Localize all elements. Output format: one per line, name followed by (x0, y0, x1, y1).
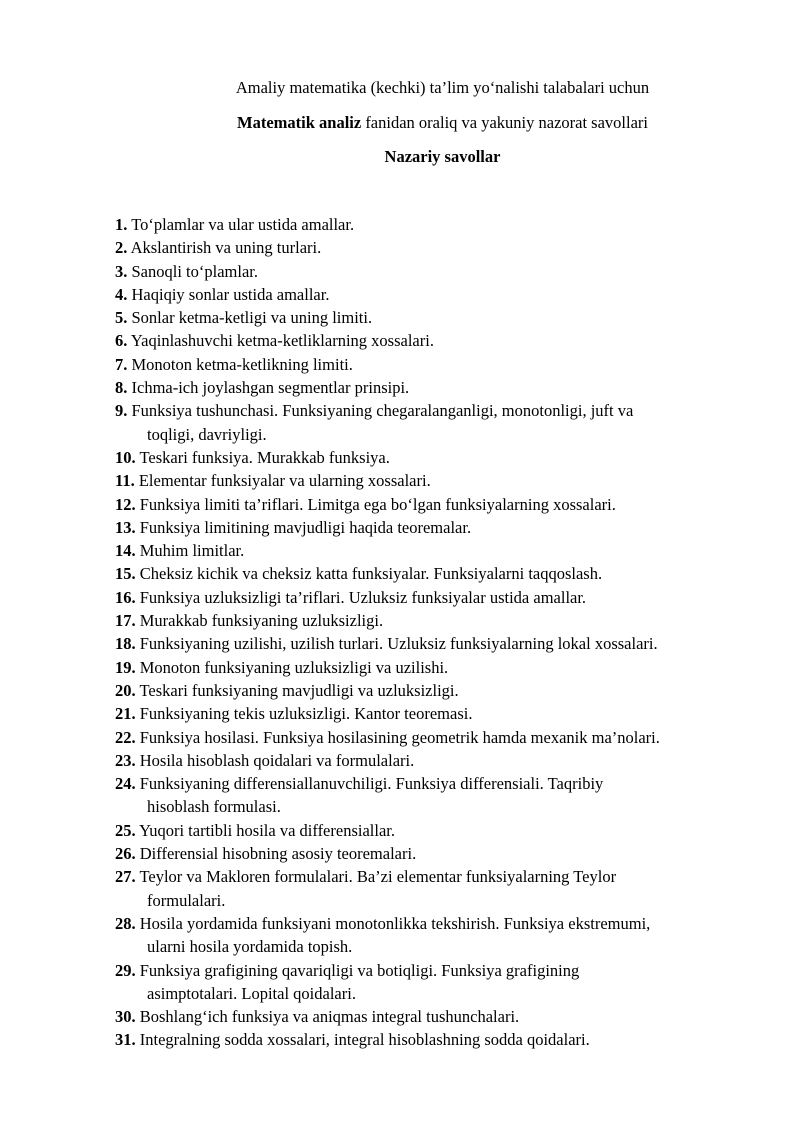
question-item (115, 772, 775, 819)
question-text: Akslantirish va uning turlari. (130, 238, 322, 258)
question-text: Funksiya hosilasi. Funksiya hosilasining geometrik hamda mexanik ma’nolari. (139, 727, 660, 747)
question-text: Teylor va Makloren formulalari. Ba’zi elementar funksiyalarning Teylor (139, 867, 617, 887)
question-item (115, 609, 775, 632)
question-item (115, 446, 775, 469)
question-number: 4. (115, 284, 128, 304)
question-line (115, 728, 660, 747)
question-line (115, 355, 353, 374)
question-line (115, 448, 390, 467)
question-line (115, 844, 416, 863)
question-number: 18. (115, 634, 136, 654)
question-line (115, 495, 616, 514)
question-text: Elementar funksiyalar va ularning xossalari. (138, 471, 431, 491)
question-text: Muhim limitlar. (139, 541, 245, 561)
question-text: Funksiya limitining mavjudligi haqida teoremalar. (139, 517, 472, 537)
question-text: Funksiya tushunchasi. Funksiyaning chegaralanganligi, monotonligi, juft va (131, 401, 634, 421)
question-item (115, 865, 775, 912)
question-number: 17. (115, 611, 136, 631)
question-number: 24. (115, 774, 136, 794)
question-item (115, 399, 775, 446)
question-item (115, 493, 775, 516)
subject-description: fanidan oraliq va yakuniy nazorat savollari (361, 113, 648, 132)
question-text: Funksiyaning uzilishi, uzilish turlari. Uzluksiz funksiyalarning lokal xossalari. (139, 634, 658, 654)
question-line (115, 471, 431, 490)
question-item (115, 702, 775, 725)
question-text: Sonlar ketma-ketligi va uning limiti. (131, 308, 373, 328)
question-item (115, 679, 775, 702)
question-number: 6. (115, 331, 128, 351)
question-number: 20. (115, 680, 136, 700)
question-item (115, 516, 775, 539)
question-number: 25. (115, 820, 136, 840)
question-line (115, 634, 658, 653)
question-item (115, 376, 775, 399)
question-text: Funksiya uzluksizligi ta’riflari. Uzluksiz funksiyalar ustida amallar. (139, 587, 587, 607)
question-text: Cheksiz kichik va cheksiz katta funksiyalar. Funksiyalarni taqqoslash. (139, 564, 603, 584)
question-text: Differensial hisobning asosiy teoremalari. (139, 844, 417, 864)
question-item (115, 283, 775, 306)
question-number: 23. (115, 750, 136, 770)
question-line (115, 867, 616, 886)
question-line (115, 1007, 519, 1026)
question-text: Integralning sodda xossalari, integral hisoblashning sodda qoidalari. (139, 1030, 590, 1050)
question-item (115, 306, 775, 329)
question-item (115, 912, 775, 959)
question-number: 1. (115, 215, 128, 234)
question-line (115, 914, 650, 933)
question-text: Haqiqiy sonlar ustida amallar. (131, 284, 330, 304)
question-number: 15. (115, 564, 136, 584)
question-item (115, 632, 775, 655)
question-item (115, 562, 775, 585)
question-text: Monoton ketma-ketlikning limiti. (131, 354, 353, 374)
question-item (115, 1005, 775, 1028)
question-line (115, 378, 409, 397)
question-text: Funksiya grafigining qavariqligi va botiqligi. Funksiya grafigining (139, 960, 580, 980)
question-line (115, 751, 414, 770)
question-number: 12. (115, 494, 136, 514)
question-number: 21. (115, 704, 136, 724)
question-number: 2. (115, 238, 128, 258)
question-line (115, 308, 372, 327)
question-item (115, 819, 775, 842)
question-item (115, 959, 775, 1006)
question-line (115, 1030, 590, 1049)
question-text: Yuqori tartibli hosila va differensiallar. (139, 820, 395, 840)
question-item (115, 213, 775, 236)
question-text: Hosila yordamida funksiyani monotonlikka tekshirish. Funksiya ekstremumi, (139, 913, 651, 933)
question-item (115, 329, 775, 352)
question-number: 16. (115, 587, 136, 607)
question-item (115, 260, 775, 283)
question-item (115, 656, 775, 679)
question-text-continuation: ularni hosila yordamida topish. (147, 937, 353, 957)
question-line (115, 961, 579, 980)
question-number: 29. (115, 960, 136, 980)
question-item (115, 539, 775, 562)
question-line (115, 704, 472, 723)
question-number: 14. (115, 541, 136, 561)
question-line (115, 238, 321, 257)
question-line (115, 541, 244, 560)
subject-name: Matematik analiz (237, 113, 362, 132)
section-title: Nazariy savollar (384, 147, 501, 166)
question-item (115, 353, 775, 376)
question-number: 5. (115, 308, 128, 328)
question-line (115, 285, 329, 304)
question-line (115, 774, 603, 793)
question-number: 9. (115, 401, 128, 421)
question-line (115, 611, 383, 630)
document-header-line: Amaliy matematika (kechki) ta’lim yo‘nalishi talabalari uchun (235, 78, 650, 97)
question-number: 13. (115, 517, 136, 537)
question-number: 22. (115, 727, 136, 747)
question-text: Funksiyaning differensiallanuvchiligi. Funksiya differensiali. Taqribiy (139, 774, 604, 794)
question-text: Boshlang‘ich funksiya va aniqmas integral tushunchalari. (139, 1007, 520, 1027)
question-number: 8. (115, 378, 128, 398)
question-text: Funksiyaning tekis uzluksizligi. Kantor teoremasi. (139, 704, 473, 724)
question-line (115, 215, 354, 234)
question-text: Yaqinlashuvchi ketma-ketliklarning xossalari. (130, 331, 434, 351)
question-line (115, 518, 471, 537)
question-number: 3. (115, 261, 128, 281)
question-text: Monoton funksiyaning uzluksizligi va uzilishi. (139, 657, 449, 677)
question-item (115, 586, 775, 609)
question-text-continuation: asimptotalari. Lopital qoidalari. (147, 983, 356, 1003)
question-number: 28. (115, 913, 136, 933)
question-line (115, 658, 448, 677)
question-text: Teskari funksiya. Murakkab funksiya. (139, 447, 390, 467)
question-number: 26. (115, 844, 136, 864)
questions-list (115, 213, 775, 1052)
question-text-continuation: hisoblash formulasi. (147, 797, 281, 817)
question-text-continuation: formulalari. (147, 890, 226, 910)
question-item (115, 842, 775, 865)
question-number: 10. (115, 447, 136, 467)
question-item (115, 469, 775, 492)
question-number: 30. (115, 1007, 136, 1027)
question-number: 31. (115, 1030, 136, 1050)
question-item (115, 1028, 775, 1051)
question-item (115, 236, 775, 259)
question-text-continuation: toqligi, davriyligi. (147, 424, 267, 444)
question-text: Ichma-ich joylashgan segmentlar prinsipi. (131, 378, 410, 398)
document-subject-line (0, 113, 800, 133)
question-text: To‘plamlar va ular ustida amallar. (131, 215, 355, 234)
question-line (115, 331, 434, 350)
question-number: 11. (115, 471, 135, 491)
question-line (115, 681, 459, 700)
question-line (115, 262, 258, 281)
question-line (115, 588, 586, 607)
question-text: Murakkab funksiyaning uzluksizligi. (139, 611, 384, 631)
question-item (115, 726, 775, 749)
question-item (115, 749, 775, 772)
question-line (115, 564, 602, 583)
question-line (115, 401, 633, 420)
question-number: 7. (115, 354, 128, 374)
question-text: Teskari funksiyaning mavjudligi va uzluksizligi. (139, 680, 459, 700)
question-text: Hosila hisoblash qoidalari va formulalari. (139, 750, 415, 770)
question-line (115, 821, 395, 840)
question-number: 19. (115, 657, 136, 677)
question-text: Sanoqli to‘plamlar. (131, 261, 258, 281)
question-text: Funksiya limiti ta’riflari. Limitga ega bo‘lgan funksiyalarning xossalari. (139, 494, 616, 514)
question-number: 27. (115, 867, 136, 887)
